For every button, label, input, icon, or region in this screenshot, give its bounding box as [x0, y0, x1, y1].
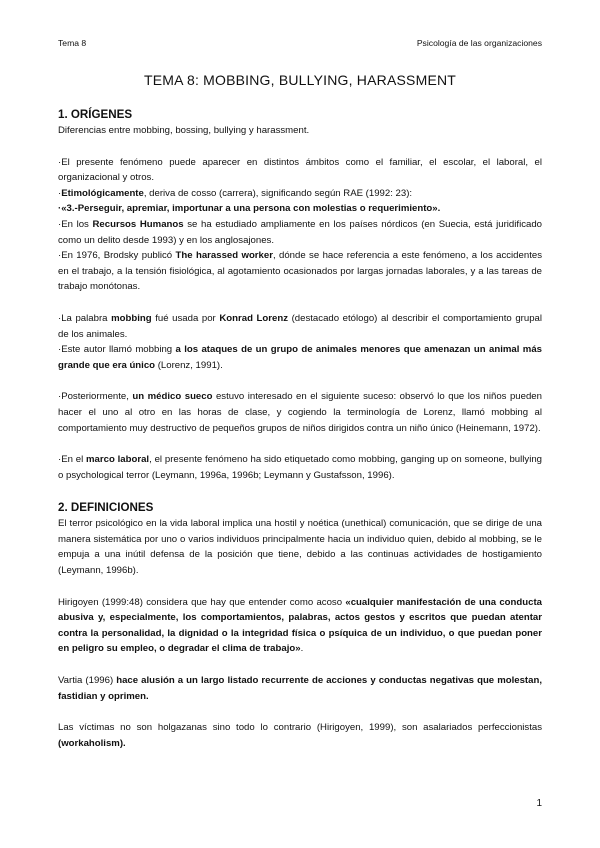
header-left: Tema 8: [58, 38, 87, 48]
paragraph: ·El presente fenómeno puede aparecer en distintos ámbitos como el familiar, el escolar, el laboral, el organizacional y otros.: [58, 156, 542, 184]
paragraph: ·La palabra mobbing fué usada por Konrad Lorenz (destacado etólogo) al describir el comportamiento grupal de los animales.: [58, 312, 543, 340]
paragraph: ·En el marco laboral, el presente fenómeno ha sido etiquetado como mobbing, ganging up on someone, bullying o psychological terror (Leymann, 1996a, 1996b; Leymann y Gustafsson, 1996).: [58, 454, 543, 481]
header-right: Psicología de las organizaciones: [416, 38, 542, 48]
paragraph: Vartia (1996) hace alusión a un largo listado recurrente de acciones y conductas negativas que molestan, fastidian y oprimen.: [58, 675, 542, 702]
page-title: TEMA 8: MOBBING, BULLYING, HARASSMENT: [143, 72, 457, 88]
paragraph: Diferencias entre mobbing, bossing, bullying y harassment.: [58, 125, 310, 136]
paragraph: ·Este autor llamó mobbing a los ataques de un grupo de animales menores que amenazan un animal más grande que era único (Lorenz, 1991).: [58, 344, 542, 371]
section-heading-definiciones: 2. DEFINICIONES: [58, 501, 154, 515]
document-body: [58, 106, 542, 751]
section-heading-origenes: 1. ORÍGENES: [58, 108, 133, 121]
paragraph: ·En los Recursos Humanos se ha estudiado ampliamente en los países nórdicos (en Suecia, está juridificado como un delito desde 1993) y en los anglosajones.: [58, 218, 543, 246]
paragraph: ·Posteriormente, un médico sueco estuvo interesado en el siguiente suceso: observó lo que los niños pueden hacer el uno al otro en las horas de clase, y cogiendo la terminología de Lorenz, llamó mobbing al comportamiento muy destructivo de pequeños grupos de niños dirigidos contra un niño único (Heinemann, 1972).: [58, 391, 542, 434]
paragraph: Las víctimas no son holgazanas sino todo lo contrario (Hirigoyen, 1999), son asalariados perfeccionistas (workaholism).: [58, 722, 542, 749]
paragraph: ·Etimológicamente, deriva de cosso (carrera), significando según RAE (1992: 23):: [58, 187, 413, 199]
page-number: 1: [536, 798, 542, 809]
paragraph: El terror psicológico en la vida laboral implica una hostil y noética (unethical) comunicación, que se dirige de una manera sistemática por uno o varios individuos principalmente hacia un individuo quien, debido al mobbing, se le empuja a una inútil defensa de la posición que tiene, debido a las continuas actividades de hostigamiento (Leymann, 1996b).: [58, 518, 542, 577]
paragraph: ·«3.-Perseguir, apremiar, importunar a una persona con molestias o requerimiento».: [58, 203, 441, 215]
paragraph: ·En 1976, Brodsky publicó The harassed worker, dónde se hace referencia a este fenómeno, a los accidentes en el trabajo, a la tensión fisiológica, al agotamiento ocasionados por largas jornadas laborales, y a las tareas de trabajo monótonas.: [58, 250, 542, 293]
page-header: [58, 38, 542, 48]
paragraph: Hirigoyen (1999:48) considera que hay que entender como acoso «cualquier manifestación de una conducta abusiva y, especialmente, los comportamientos, palabras, actos gestos y escritos que puedan atentar contra la personalidad, la dignidad o la integridad física o psíquica de un individuo, o que puedan poner en peligro su empleo, o degradar el clima de trabajo».: [58, 596, 542, 655]
